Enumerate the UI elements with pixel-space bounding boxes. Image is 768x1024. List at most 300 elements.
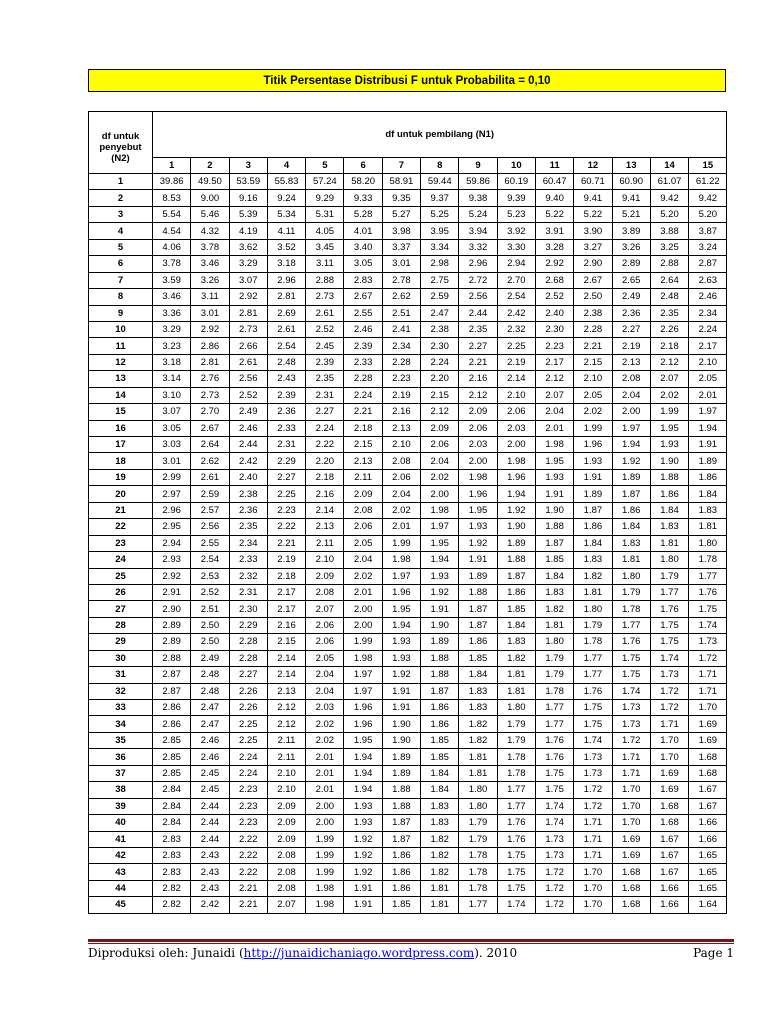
table-cell: 1.75 [689, 601, 727, 617]
table-cell: 1.97 [382, 568, 420, 584]
table-cell: 2.86 [191, 338, 229, 354]
table-cell: 1.89 [497, 535, 535, 551]
table-cell: 3.88 [650, 223, 688, 239]
table-cell: 1.93 [650, 437, 688, 453]
footer-link[interactable]: http://junaidichaniago.wordpress.com [243, 946, 475, 960]
table-cell: 5.46 [191, 206, 229, 222]
table-cell: 1.73 [535, 847, 573, 863]
table-cell: 1.73 [574, 749, 612, 765]
table-cell: 49.50 [191, 174, 229, 190]
table-cell: 9.42 [689, 190, 727, 206]
table-cell: 1.73 [612, 700, 650, 716]
table-cell: 1.73 [612, 716, 650, 732]
table-cell: 1.65 [689, 880, 727, 896]
table-cell: 1.78 [689, 552, 727, 568]
table-cell: 1.81 [459, 749, 497, 765]
table-cell: 1.76 [574, 683, 612, 699]
table-cell: 2.02 [344, 568, 382, 584]
table-cell: 2.00 [306, 798, 344, 814]
table-cell: 1.70 [612, 798, 650, 814]
table-cell: 1.77 [459, 897, 497, 913]
table-cell: 2.10 [574, 371, 612, 387]
table-cell: 2.46 [191, 732, 229, 748]
table-cell: 1.83 [497, 634, 535, 650]
table-cell: 2.38 [229, 486, 267, 502]
footer-prefix: Diproduksi oleh: Junaidi ( [88, 946, 244, 960]
table-cell: 1.86 [421, 716, 459, 732]
table-cell: 1.70 [612, 815, 650, 831]
table-cell: 1.67 [650, 831, 688, 847]
table-cell: 1.71 [574, 831, 612, 847]
table-cell: 2.09 [344, 486, 382, 502]
table-cell: 1.88 [459, 584, 497, 600]
table-cell: 1.69 [650, 765, 688, 781]
column-header: 8 [421, 158, 459, 174]
table-cell: 1.86 [650, 486, 688, 502]
table-cell: 1.83 [421, 798, 459, 814]
table-cell: 2.07 [306, 601, 344, 617]
table-cell: 1.81 [421, 897, 459, 913]
table-cell: 2.42 [191, 897, 229, 913]
table-cell: 2.25 [229, 716, 267, 732]
table-cell: 2.31 [267, 437, 305, 453]
table-cell: 2.25 [229, 732, 267, 748]
table-cell: 3.26 [612, 239, 650, 255]
table-cell: 2.04 [306, 683, 344, 699]
table-row [89, 749, 727, 765]
table-cell: 2.88 [153, 650, 191, 666]
table-cell: 1.91 [689, 437, 727, 453]
row-header: 22 [89, 519, 153, 535]
table-cell: 2.52 [191, 584, 229, 600]
table-cell: 3.24 [689, 239, 727, 255]
table-row [89, 469, 727, 485]
table-cell: 2.16 [267, 617, 305, 633]
table-cell: 1.95 [421, 535, 459, 551]
table-cell: 2.16 [459, 371, 497, 387]
table-cell: 2.21 [344, 404, 382, 420]
table-cell: 1.80 [650, 552, 688, 568]
table-cell: 2.92 [191, 321, 229, 337]
row-header: 37 [89, 765, 153, 781]
table-cell: 2.45 [191, 782, 229, 798]
table-cell: 1.86 [497, 584, 535, 600]
table-cell: 1.76 [497, 831, 535, 847]
page-number: Page 1 [693, 946, 734, 960]
table-cell: 2.70 [497, 272, 535, 288]
table-cell: 2.29 [267, 453, 305, 469]
table-cell: 2.47 [191, 716, 229, 732]
table-cell: 2.61 [267, 321, 305, 337]
table-cell: 1.84 [421, 765, 459, 781]
table-cell: 2.61 [229, 354, 267, 370]
column-header: 11 [535, 158, 573, 174]
table-cell: 2.39 [344, 338, 382, 354]
table-cell: 1.99 [306, 864, 344, 880]
table-row [89, 765, 727, 781]
table-cell: 1.81 [650, 535, 688, 551]
table-cell: 2.56 [459, 289, 497, 305]
table-cell: 1.87 [535, 535, 573, 551]
table-cell: 2.02 [306, 732, 344, 748]
table-cell: 3.36 [153, 305, 191, 321]
table-cell: 9.39 [497, 190, 535, 206]
table-cell: 3.14 [153, 371, 191, 387]
row-header: 43 [89, 864, 153, 880]
row-header: 31 [89, 667, 153, 683]
table-row [89, 239, 727, 255]
table-cell: 2.00 [497, 437, 535, 453]
table-cell: 1.84 [689, 486, 727, 502]
row-header: 20 [89, 486, 153, 502]
table-cell: 2.56 [191, 519, 229, 535]
table-cell: 2.01 [306, 765, 344, 781]
table-cell: 2.21 [459, 354, 497, 370]
table-cell: 9.40 [535, 190, 573, 206]
table-cell: 2.19 [612, 338, 650, 354]
table-cell: 2.08 [612, 371, 650, 387]
footer-rule [88, 939, 734, 942]
table-cell: 3.10 [153, 387, 191, 403]
table-cell: 2.96 [267, 272, 305, 288]
table-cell: 2.12 [650, 354, 688, 370]
table-cell: 2.82 [153, 880, 191, 896]
table-cell: 1.92 [344, 831, 382, 847]
table-cell: 61.22 [689, 174, 727, 190]
table-cell: 1.73 [689, 634, 727, 650]
table-cell: 9.41 [574, 190, 612, 206]
table-cell: 2.50 [191, 617, 229, 633]
table-cell: 2.04 [306, 667, 344, 683]
table-cell: 2.28 [574, 321, 612, 337]
table-cell: 2.91 [153, 584, 191, 600]
table-cell: 58.20 [344, 174, 382, 190]
table-cell: 2.59 [191, 486, 229, 502]
table-cell: 3.05 [153, 420, 191, 436]
table-cell: 2.01 [306, 782, 344, 798]
table-cell: 3.94 [459, 223, 497, 239]
table-cell: 2.55 [344, 305, 382, 321]
table-cell: 2.20 [306, 453, 344, 469]
table-cell: 53.59 [229, 174, 267, 190]
table-cell: 1.90 [535, 502, 573, 518]
table-cell: 2.52 [535, 289, 573, 305]
table-cell: 2.09 [267, 815, 305, 831]
table-cell: 1.72 [612, 732, 650, 748]
table-cell: 2.06 [306, 617, 344, 633]
table-cell: 2.09 [459, 404, 497, 420]
table-cell: 1.75 [535, 765, 573, 781]
table-cell: 2.46 [229, 420, 267, 436]
row-header: 23 [89, 535, 153, 551]
table-cell: 2.94 [497, 256, 535, 272]
table-cell: 2.65 [612, 272, 650, 288]
table-cell: 1.96 [382, 584, 420, 600]
table-cell: 2.85 [153, 749, 191, 765]
table-cell: 9.29 [306, 190, 344, 206]
table-cell: 3.59 [153, 272, 191, 288]
table-cell: 1.75 [535, 782, 573, 798]
table-cell: 2.81 [267, 289, 305, 305]
table-cell: 1.90 [421, 617, 459, 633]
table-cell: 2.39 [306, 354, 344, 370]
table-cell: 2.40 [535, 305, 573, 321]
table-cell: 5.34 [267, 206, 305, 222]
table-cell: 1.80 [459, 798, 497, 814]
table-title: Titik Persentase Distribusi F untuk Probabilita = 0,10 [88, 69, 726, 92]
table-cell: 1.82 [421, 831, 459, 847]
table-cell: 2.10 [689, 354, 727, 370]
table-row [89, 831, 727, 847]
table-row [89, 404, 727, 420]
row-header: 19 [89, 469, 153, 485]
table-cell: 2.85 [153, 732, 191, 748]
row-header: 4 [89, 223, 153, 239]
table-cell: 2.01 [535, 420, 573, 436]
table-cell: 2.24 [229, 765, 267, 781]
table-cell: 2.05 [689, 371, 727, 387]
table-cell: 2.04 [421, 453, 459, 469]
table-cell: 2.27 [267, 469, 305, 485]
table-cell: 2.59 [421, 289, 459, 305]
table-cell: 1.93 [574, 453, 612, 469]
table-cell: 1.96 [459, 486, 497, 502]
table-cell: 1.82 [421, 864, 459, 880]
table-cell: 2.10 [306, 552, 344, 568]
table-cell: 1.77 [535, 716, 573, 732]
table-cell: 2.82 [153, 897, 191, 913]
table-cell: 2.24 [689, 321, 727, 337]
table-cell: 1.91 [382, 700, 420, 716]
table-cell: 1.65 [689, 864, 727, 880]
table-cell: 1.83 [689, 502, 727, 518]
table-cell: 1.75 [650, 634, 688, 650]
footer-rule-thin [88, 943, 734, 944]
row-header: 8 [89, 289, 153, 305]
table-cell: 2.50 [574, 289, 612, 305]
table-cell: 2.06 [497, 404, 535, 420]
table-cell: 5.20 [650, 206, 688, 222]
table-cell: 1.93 [344, 815, 382, 831]
row-header: 15 [89, 404, 153, 420]
table-row [89, 601, 727, 617]
table-cell: 2.48 [267, 354, 305, 370]
table-cell: 2.40 [229, 469, 267, 485]
table-row [89, 354, 727, 370]
table-cell: 2.18 [267, 568, 305, 584]
table-cell: 1.70 [574, 864, 612, 880]
table-cell: 60.71 [574, 174, 612, 190]
table-cell: 1.86 [612, 502, 650, 518]
table-cell: 2.12 [267, 716, 305, 732]
table-cell: 1.75 [574, 716, 612, 732]
table-row [89, 847, 727, 863]
table-cell: 1.94 [612, 437, 650, 453]
table-cell: 1.90 [382, 716, 420, 732]
table-cell: 1.95 [459, 502, 497, 518]
table-cell: 2.36 [267, 404, 305, 420]
table-cell: 2.62 [382, 289, 420, 305]
table-cell: 1.75 [497, 847, 535, 863]
table-cell: 3.18 [267, 256, 305, 272]
table-cell: 1.87 [382, 831, 420, 847]
table-cell: 3.95 [421, 223, 459, 239]
table-cell: 1.78 [459, 880, 497, 896]
table-cell: 1.84 [497, 617, 535, 633]
table-row [89, 256, 727, 272]
table-cell: 1.77 [497, 782, 535, 798]
table-cell: 2.06 [306, 634, 344, 650]
table-cell: 1.67 [650, 864, 688, 880]
table-cell: 2.94 [153, 535, 191, 551]
table-cell: 1.71 [574, 815, 612, 831]
table-cell: 1.99 [650, 404, 688, 420]
table-cell: 2.33 [344, 354, 382, 370]
table-cell: 1.94 [689, 420, 727, 436]
table-cell: 1.76 [535, 732, 573, 748]
table-cell: 5.24 [459, 206, 497, 222]
table-cell: 60.90 [612, 174, 650, 190]
table-cell: 5.54 [153, 206, 191, 222]
table-cell: 2.30 [421, 338, 459, 354]
table-cell: 2.26 [650, 321, 688, 337]
row-header: 26 [89, 584, 153, 600]
table-cell: 1.70 [574, 880, 612, 896]
table-cell: 1.69 [650, 782, 688, 798]
table-cell: 2.08 [267, 880, 305, 896]
table-cell: 1.86 [382, 864, 420, 880]
table-cell: 1.66 [689, 815, 727, 831]
table-cell: 2.23 [267, 502, 305, 518]
table-cell: 2.16 [306, 486, 344, 502]
table-cell: 1.89 [612, 469, 650, 485]
table-cell: 1.93 [382, 650, 420, 666]
table-cell: 1.67 [650, 847, 688, 863]
table-row [89, 552, 727, 568]
row-header: 33 [89, 700, 153, 716]
table-cell: 1.96 [344, 716, 382, 732]
table-cell: 2.72 [459, 272, 497, 288]
table-cell: 2.05 [306, 650, 344, 666]
table-cell: 2.89 [612, 256, 650, 272]
table-cell: 1.78 [535, 683, 573, 699]
table-cell: 1.82 [459, 732, 497, 748]
table-cell: 2.22 [229, 847, 267, 863]
table-cell: 4.01 [344, 223, 382, 239]
table-cell: 1.78 [497, 765, 535, 781]
table-cell: 1.93 [535, 469, 573, 485]
table-cell: 3.29 [153, 321, 191, 337]
table-cell: 1.83 [459, 700, 497, 716]
table-cell: 2.73 [306, 289, 344, 305]
table-row [89, 371, 727, 387]
table-cell: 1.93 [459, 519, 497, 535]
table-cell: 2.63 [689, 272, 727, 288]
table-cell: 1.89 [459, 568, 497, 584]
table-cell: 1.91 [459, 552, 497, 568]
table-cell: 2.42 [497, 305, 535, 321]
table-cell: 1.65 [689, 847, 727, 863]
table-cell: 2.34 [382, 338, 420, 354]
table-cell: 3.89 [612, 223, 650, 239]
table-cell: 2.15 [574, 354, 612, 370]
row-header: 18 [89, 453, 153, 469]
table-cell: 1.82 [535, 601, 573, 617]
table-cell: 1.79 [459, 815, 497, 831]
table-cell: 3.05 [344, 256, 382, 272]
table-cell: 1.81 [459, 765, 497, 781]
table-cell: 4.19 [229, 223, 267, 239]
table-cell: 1.66 [650, 880, 688, 896]
table-cell: 3.11 [191, 289, 229, 305]
table-cell: 1.71 [612, 765, 650, 781]
table-cell: 2.17 [535, 354, 573, 370]
table-cell: 2.09 [267, 798, 305, 814]
table-cell: 1.94 [344, 782, 382, 798]
table-cell: 1.92 [421, 584, 459, 600]
table-cell: 3.90 [574, 223, 612, 239]
table-cell: 3.46 [191, 256, 229, 272]
table-cell: 2.62 [191, 453, 229, 469]
table-row [89, 486, 727, 502]
table-cell: 60.47 [535, 174, 573, 190]
table-cell: 9.42 [650, 190, 688, 206]
table-cell: 9.24 [267, 190, 305, 206]
table-cell: 9.37 [421, 190, 459, 206]
table-cell: 3.34 [421, 239, 459, 255]
table-cell: 5.27 [382, 206, 420, 222]
table-cell: 1.79 [612, 584, 650, 600]
table-cell: 1.71 [650, 716, 688, 732]
table-cell: 2.44 [459, 305, 497, 321]
table-cell: 1.76 [535, 749, 573, 765]
table-cell: 2.10 [267, 765, 305, 781]
table-cell: 1.87 [574, 502, 612, 518]
table-cell: 2.06 [382, 469, 420, 485]
table-cell: 3.27 [574, 239, 612, 255]
table-cell: 5.31 [306, 206, 344, 222]
row-header: 28 [89, 617, 153, 633]
column-header: 15 [689, 158, 727, 174]
table-cell: 1.88 [421, 650, 459, 666]
table-cell: 3.98 [382, 223, 420, 239]
table-cell: 2.17 [267, 601, 305, 617]
table-cell: 2.51 [382, 305, 420, 321]
table-cell: 2.21 [229, 880, 267, 896]
table-cell: 2.93 [153, 552, 191, 568]
table-cell: 3.01 [191, 305, 229, 321]
table-cell: 1.91 [344, 897, 382, 913]
table-cell: 1.74 [689, 617, 727, 633]
table-cell: 2.14 [267, 667, 305, 683]
table-cell: 3.62 [229, 239, 267, 255]
table-cell: 9.41 [612, 190, 650, 206]
table-cell: 1.75 [497, 864, 535, 880]
table-cell: 1.75 [574, 700, 612, 716]
table-cell: 2.27 [229, 667, 267, 683]
table-cell: 2.49 [229, 404, 267, 420]
table-cell: 2.08 [267, 864, 305, 880]
table-cell: 1.68 [650, 798, 688, 814]
table-cell: 1.85 [382, 897, 420, 913]
table-cell: 1.92 [344, 847, 382, 863]
table-cell: 2.07 [650, 371, 688, 387]
row-header: 17 [89, 437, 153, 453]
table-cell: 2.07 [535, 387, 573, 403]
table-cell: 2.03 [459, 437, 497, 453]
table-cell: 1.72 [574, 782, 612, 798]
table-cell: 1.80 [612, 568, 650, 584]
